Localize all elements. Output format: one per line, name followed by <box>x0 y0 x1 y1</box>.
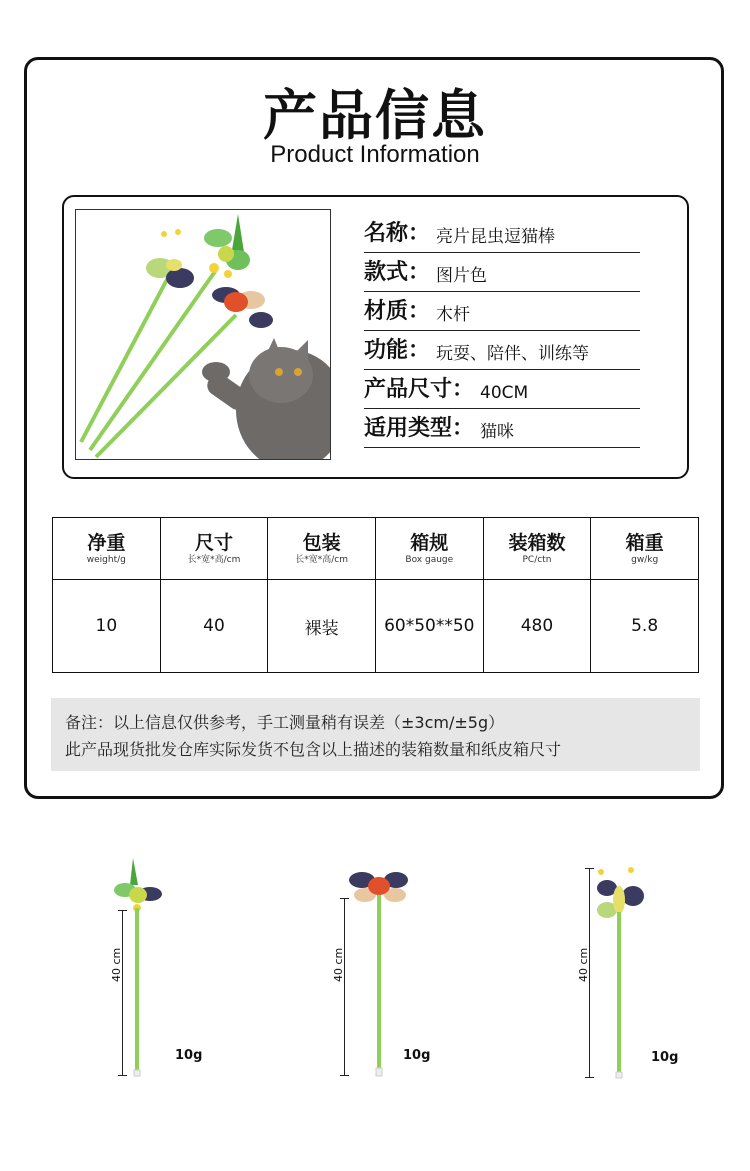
packaging-table <box>52 517 699 673</box>
table-row <box>53 580 699 673</box>
length-label: 40 cm <box>332 947 345 982</box>
table-cell-packaging: 裸装 <box>268 580 376 673</box>
spec-row-material: 材质 ： 木杆 <box>364 292 640 331</box>
table-header-cell: 包装 长*宽*高/cm <box>268 518 376 580</box>
spec-key: 材质 <box>364 299 409 324</box>
product-photo <box>75 209 331 460</box>
table-header-cell: 装箱数 PC/ctn <box>483 518 591 580</box>
spec-key: 功能 <box>364 338 409 363</box>
note-box <box>51 698 700 771</box>
table-header-row <box>53 518 699 580</box>
spec-key: 产品尺寸 <box>364 377 453 402</box>
length-label: 40 cm <box>110 947 123 982</box>
table-header-cell: 箱规 Box gauge <box>375 518 483 580</box>
table-cell-carton-weight: 5.8 <box>591 580 699 673</box>
spec-value: 40CM <box>480 383 529 403</box>
spec-value: 图片色 <box>436 266 488 286</box>
weight-label: 10g <box>651 1050 679 1065</box>
page-subtitle: Product Information <box>270 141 480 168</box>
spec-row-size: 产品尺寸 ： 40CM <box>364 370 640 409</box>
spec-row-function: 功能 ： 玩耍、陪伴、训练等 <box>364 331 640 370</box>
page-title: 产品信息 <box>263 84 487 147</box>
spec-value: 亮片昆虫逗猫棒 <box>436 227 556 247</box>
spec-key: 款式 <box>364 260 409 285</box>
table-cell-weight: 10 <box>53 580 161 673</box>
table-cell-pcs-per-carton: 480 <box>483 580 591 673</box>
product-variant-1 <box>80 850 280 1090</box>
spec-row-style: 款式 ： 图片色 <box>364 253 640 292</box>
spec-row-name: 名称 ： 亮片昆虫逗猫棒 <box>364 214 640 253</box>
product-variant-3 <box>545 850 745 1090</box>
table-cell-box-gauge: 60*50**50 <box>375 580 483 673</box>
note-line: 备注：以上信息仅供参考，手工测量稍有误差（±3cm/±5g） <box>65 713 505 732</box>
table-header-cell: 尺寸 长*宽*高/cm <box>160 518 268 580</box>
spec-key: 名称 <box>364 221 409 246</box>
spec-row-type: 适用类型 ： 猫咪 <box>364 409 640 448</box>
weight-label: 10g <box>175 1048 203 1063</box>
table-header-cell: 净重 weight/g <box>53 518 161 580</box>
spec-value: 玩耍、陪伴、训练等 <box>436 344 590 364</box>
spec-value: 猫咪 <box>480 422 515 442</box>
butterfly-yellow-toy-image <box>545 850 745 1090</box>
table-cell-size: 40 <box>160 580 268 673</box>
spec-value: 木杆 <box>436 305 471 325</box>
product-variant-2 <box>310 850 510 1090</box>
note-line: 此产品现货批发仓库实际发货不包含以上描述的装箱数量和纸皮箱尺寸 <box>65 740 562 759</box>
weight-label: 10g <box>403 1048 431 1063</box>
spec-key: 适用类型 <box>364 416 453 441</box>
length-label: 40 cm <box>577 947 590 982</box>
table-header-cell: 箱重 gw/kg <box>591 518 699 580</box>
